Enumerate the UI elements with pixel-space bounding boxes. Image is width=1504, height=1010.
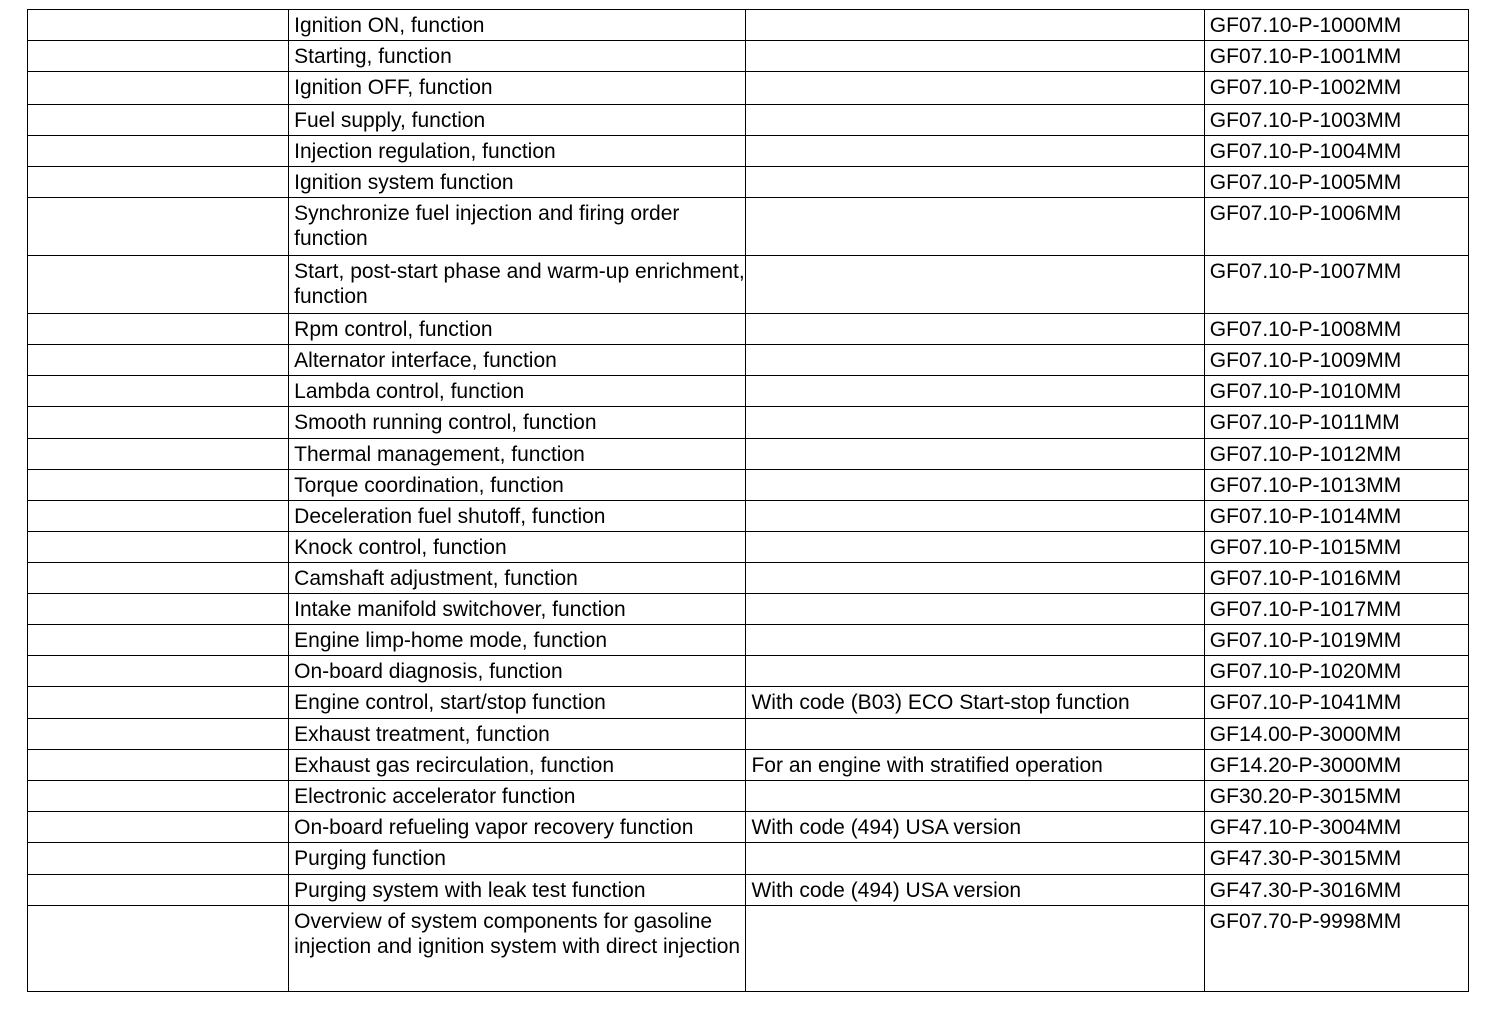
document-number-cell: GF07.10-P-1012MM	[1204, 439, 1468, 470]
condition-cell	[746, 256, 1204, 314]
function-cell: On-board refueling vapor recovery function	[289, 812, 746, 843]
document-number-cell: GF07.10-P-1001MM	[1204, 41, 1468, 72]
table-row	[28, 10, 1469, 41]
blank-cell	[28, 875, 289, 906]
condition-cell	[746, 105, 1204, 136]
document-number-cell: GF07.10-P-1019MM	[1204, 625, 1468, 656]
table-row	[28, 167, 1469, 198]
blank-cell	[28, 72, 289, 105]
blank-cell	[28, 345, 289, 376]
blank-cell	[28, 750, 289, 781]
function-cell: Rpm control, function	[289, 314, 746, 345]
blank-cell	[28, 656, 289, 687]
function-cell: Lambda control, function	[289, 376, 746, 407]
document-number-cell: GF07.10-P-1008MM	[1204, 314, 1468, 345]
document-number-cell: GF07.70-P-9998MM	[1204, 906, 1468, 992]
condition-cell	[746, 314, 1204, 345]
condition-cell	[746, 41, 1204, 72]
document-number-cell: GF14.20-P-3000MM	[1204, 750, 1468, 781]
blank-cell	[28, 625, 289, 656]
document-number-cell: GF30.20-P-3015MM	[1204, 781, 1468, 812]
condition-cell	[746, 532, 1204, 563]
document-number-cell: GF07.10-P-1000MM	[1204, 10, 1468, 41]
blank-cell	[28, 781, 289, 812]
table-row	[28, 812, 1469, 843]
document-number-cell: GF07.10-P-1017MM	[1204, 594, 1468, 625]
function-cell: Torque coordination, function	[289, 470, 746, 501]
blank-cell	[28, 407, 289, 439]
function-cell: Purging function	[289, 843, 746, 875]
blank-cell	[28, 314, 289, 345]
function-cell: On-board diagnosis, function	[289, 656, 746, 687]
function-cell: Alternator interface, function	[289, 345, 746, 376]
condition-cell	[746, 719, 1204, 750]
table-row	[28, 625, 1469, 656]
function-cell: Ignition ON, function	[289, 10, 746, 41]
table-row	[28, 843, 1469, 875]
blank-cell	[28, 470, 289, 501]
function-cell: Start, post-start phase and warm-up enrichment, function	[289, 256, 746, 314]
condition-cell	[746, 470, 1204, 501]
function-cell: Deceleration fuel shutoff, function	[289, 501, 746, 532]
function-cell: Ignition OFF, function	[289, 72, 746, 105]
condition-cell	[746, 167, 1204, 198]
table-row	[28, 656, 1469, 687]
document-number-cell: GF07.10-P-1015MM	[1204, 532, 1468, 563]
blank-cell	[28, 41, 289, 72]
function-cell: Exhaust gas recirculation, function	[289, 750, 746, 781]
table-row	[28, 376, 1469, 407]
blank-cell	[28, 594, 289, 625]
document-number-cell: GF07.10-P-1003MM	[1204, 105, 1468, 136]
blank-cell	[28, 501, 289, 532]
condition-cell	[746, 843, 1204, 875]
blank-cell	[28, 376, 289, 407]
function-cell: Electronic accelerator function	[289, 781, 746, 812]
blank-cell	[28, 10, 289, 41]
document-number-cell: GF07.10-P-1014MM	[1204, 501, 1468, 532]
blank-cell	[28, 105, 289, 136]
table-row	[28, 439, 1469, 470]
document-number-cell: GF07.10-P-1041MM	[1204, 687, 1468, 719]
document-number-cell: GF07.10-P-1004MM	[1204, 136, 1468, 167]
table-row	[28, 750, 1469, 781]
function-cell: Engine limp-home mode, function	[289, 625, 746, 656]
blank-cell	[28, 256, 289, 314]
function-cell: Engine control, start/stop function	[289, 687, 746, 719]
blank-cell	[28, 843, 289, 875]
blank-cell	[28, 719, 289, 750]
condition-cell	[746, 906, 1204, 992]
condition-cell	[746, 656, 1204, 687]
condition-cell	[746, 72, 1204, 105]
function-cell: Fuel supply, function	[289, 105, 746, 136]
condition-cell	[746, 563, 1204, 594]
function-cell: Injection regulation, function	[289, 136, 746, 167]
condition-cell	[746, 594, 1204, 625]
table-row	[28, 563, 1469, 594]
table-row	[28, 105, 1469, 136]
document-number-cell: GF07.10-P-1016MM	[1204, 563, 1468, 594]
table-row	[28, 72, 1469, 105]
condition-cell	[746, 625, 1204, 656]
function-cell: Purging system with leak test function	[289, 875, 746, 906]
table-row	[28, 532, 1469, 563]
document-number-cell: GF47.30-P-3015MM	[1204, 843, 1468, 875]
function-cell: Smooth running control, function	[289, 407, 746, 439]
condition-cell	[746, 345, 1204, 376]
condition-cell	[746, 501, 1204, 532]
blank-cell	[28, 563, 289, 594]
table-row	[28, 41, 1469, 72]
document-number-cell: GF07.10-P-1020MM	[1204, 656, 1468, 687]
blank-cell	[28, 532, 289, 563]
condition-cell	[746, 198, 1204, 256]
document-number-cell: GF07.10-P-1007MM	[1204, 256, 1468, 314]
table-row	[28, 256, 1469, 314]
function-cell: Intake manifold switchover, function	[289, 594, 746, 625]
table-row	[28, 198, 1469, 256]
condition-cell	[746, 439, 1204, 470]
document-number-cell: GF07.10-P-1010MM	[1204, 376, 1468, 407]
function-cell: Knock control, function	[289, 532, 746, 563]
table-row	[28, 781, 1469, 812]
document-number-cell: GF07.10-P-1013MM	[1204, 470, 1468, 501]
table-row	[28, 470, 1469, 501]
blank-cell	[28, 812, 289, 843]
blank-cell	[28, 136, 289, 167]
function-cell: Synchronize fuel injection and firing order function	[289, 198, 746, 256]
condition-cell: With code (494) USA version	[746, 812, 1204, 843]
function-cell: Exhaust treatment, function	[289, 719, 746, 750]
table-row	[28, 687, 1469, 719]
document-number-cell: GF07.10-P-1009MM	[1204, 345, 1468, 376]
document-number-cell: GF07.10-P-1005MM	[1204, 167, 1468, 198]
blank-cell	[28, 167, 289, 198]
table-row	[28, 314, 1469, 345]
condition-cell: With code (494) USA version	[746, 875, 1204, 906]
document-number-cell: GF14.00-P-3000MM	[1204, 719, 1468, 750]
function-cell: Thermal management, function	[289, 439, 746, 470]
table-row	[28, 345, 1469, 376]
table-row	[28, 501, 1469, 532]
blank-cell	[28, 906, 289, 992]
condition-cell	[746, 136, 1204, 167]
blank-cell	[28, 687, 289, 719]
table-row	[28, 407, 1469, 439]
condition-cell: With code (B03) ECO Start-stop function	[746, 687, 1204, 719]
function-cell: Overview of system components for gasoline injection and ignition system with direct injection	[289, 906, 746, 992]
function-cell: Ignition system function	[289, 167, 746, 198]
blank-cell	[28, 198, 289, 256]
table-row	[28, 594, 1469, 625]
function-cell: Camshaft adjustment, function	[289, 563, 746, 594]
table-row	[28, 136, 1469, 167]
function-document-table	[27, 9, 1469, 992]
condition-cell	[746, 376, 1204, 407]
condition-cell	[746, 10, 1204, 41]
table-row	[28, 719, 1469, 750]
document-number-cell: GF07.10-P-1006MM	[1204, 198, 1468, 256]
condition-cell	[746, 407, 1204, 439]
function-cell: Starting, function	[289, 41, 746, 72]
table-row	[28, 906, 1469, 992]
document-number-cell: GF07.10-P-1002MM	[1204, 72, 1468, 105]
document-number-cell: GF47.30-P-3016MM	[1204, 875, 1468, 906]
condition-cell	[746, 781, 1204, 812]
blank-cell	[28, 439, 289, 470]
table-row	[28, 875, 1469, 906]
document-number-cell: GF47.10-P-3004MM	[1204, 812, 1468, 843]
table-body	[28, 10, 1469, 992]
document-number-cell: GF07.10-P-1011MM	[1204, 407, 1468, 439]
condition-cell: For an engine with stratified operation	[746, 750, 1204, 781]
